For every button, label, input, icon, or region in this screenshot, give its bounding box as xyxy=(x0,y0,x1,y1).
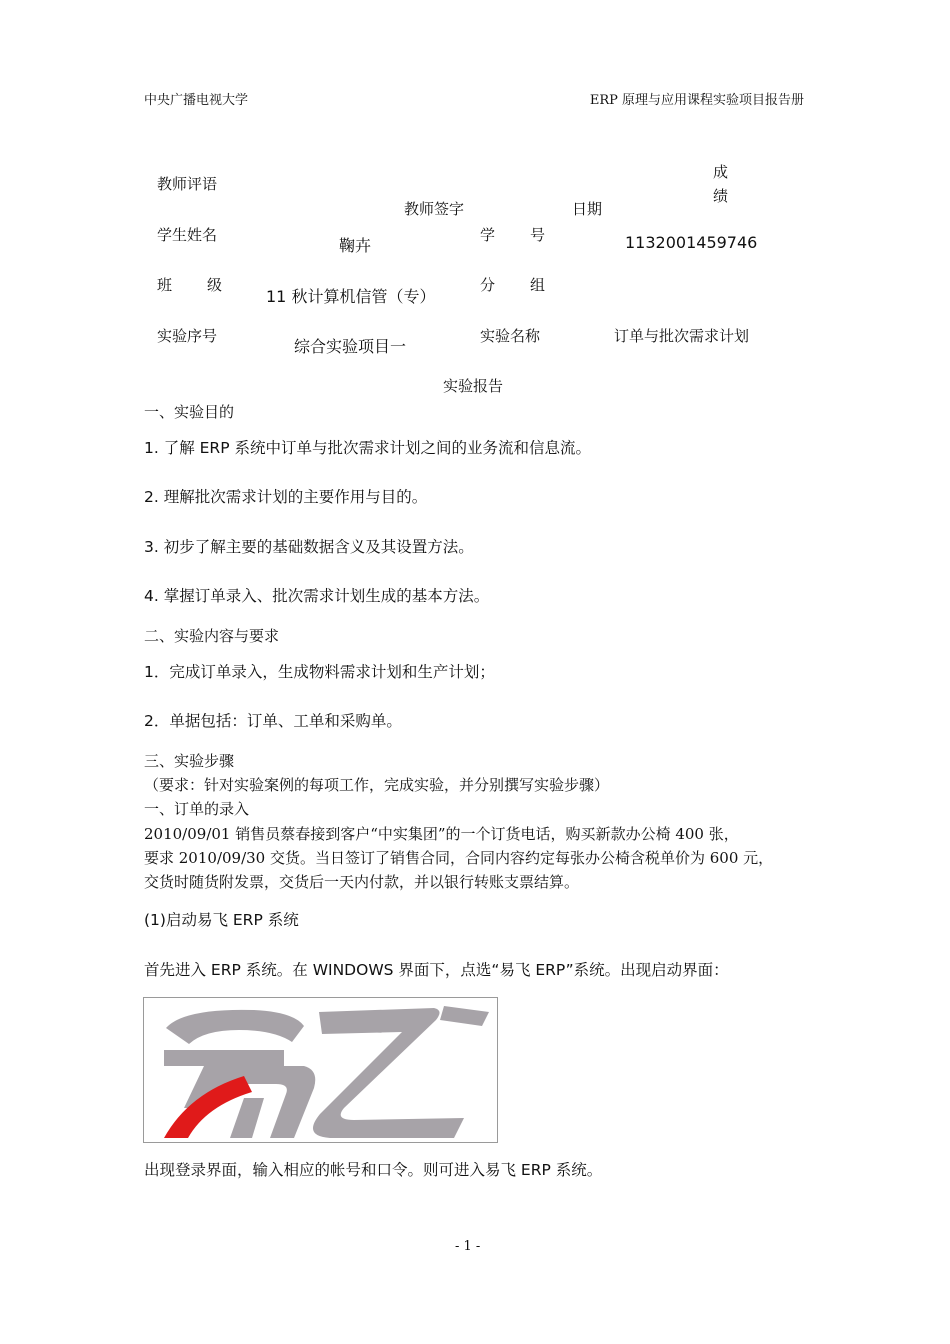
launch-text: 首先进入 ERP 系统。在 WINDOWS 界面下，点选“易飞 ERP”系统。出现启动界面： xyxy=(144,961,729,979)
step-order-entry: 一、订单的录入 xyxy=(144,800,250,818)
header-left: 中央广播电视大学 xyxy=(144,93,249,108)
exp-no-label: 实验序号 xyxy=(157,327,218,345)
objective-3: 3. 初步了解主要的基础数据含义及其设置方法。 xyxy=(144,538,474,556)
student-id-label-2: 号 xyxy=(530,226,546,244)
group-label-2: 组 xyxy=(530,276,546,294)
login-text: 出现登录界面，输入相应的帐号和口令。则可进入易飞 ERP 系统。 xyxy=(144,1161,603,1179)
sub-step-launch: (1)启动易飞 ERP 系统 xyxy=(144,911,299,929)
section-objectives: 一、实验目的 xyxy=(144,403,235,421)
class-label-1: 班 xyxy=(157,276,173,294)
exp-name-label: 实验名称 xyxy=(480,327,541,345)
report-title: 实验报告 xyxy=(443,377,504,395)
steps-note: （要求：针对实验案例的每项工作，完成实验，并分别撰写实验步骤） xyxy=(144,776,610,794)
yifei-logo-image xyxy=(143,997,498,1143)
exp-name: 订单与批次需求计划 xyxy=(614,327,750,345)
case-line-1: 2010/09/01 销售员蔡春接到客户“中实集团”的一个订货电话，购买新款办公椅 400 张， xyxy=(144,825,739,843)
student-id-label-1: 学 xyxy=(480,226,496,244)
requirement-1: 1．完成订单录入，生成物料需求计划和生产计划； xyxy=(144,663,495,681)
class-value: 11 秋计算机信管（专） xyxy=(266,287,436,306)
teacher-sign-label: 教师签字 xyxy=(404,200,465,218)
objective-4: 4. 掌握订单录入、批次需求计划生成的基本方法。 xyxy=(144,587,490,605)
grade-label-2: 绩 xyxy=(713,187,729,205)
grade-label-1: 成 xyxy=(713,163,729,181)
case-line-3: 交货时随货附发票，交货后一天内付款，并以银行转账支票结算。 xyxy=(144,873,580,891)
exp-no: 综合实验项目一 xyxy=(294,337,407,356)
student-name-label: 学生姓名 xyxy=(157,226,218,244)
section-steps: 三、实验步骤 xyxy=(144,752,235,770)
section-requirements: 二、实验内容与要求 xyxy=(144,627,280,645)
objective-2: 2. 理解批次需求计划的主要作用与目的。 xyxy=(144,488,428,506)
page-number: - 1 - xyxy=(455,1239,481,1254)
group-label-1: 分 xyxy=(480,276,496,294)
date-label: 日期 xyxy=(572,200,603,218)
student-id: 1132001459746 xyxy=(625,233,758,252)
yifei-logo-icon xyxy=(144,998,497,1142)
class-label-2: 级 xyxy=(207,276,223,294)
header-right: ERP 原理与应用课程实验项目报告册 xyxy=(589,93,804,108)
requirement-2: 2．单据包括：订单、工单和采购单。 xyxy=(144,712,402,730)
teacher-comment-label: 教师评语 xyxy=(157,175,218,193)
objective-1: 1. 了解 ERP 系统中订单与批次需求计划之间的业务流和信息流。 xyxy=(144,439,591,457)
student-name: 鞠卉 xyxy=(339,236,372,255)
case-line-2: 要求 2010/09/30 交货。当日签订了销售合同，合同内容约定每张办公椅含税单价为 600 元， xyxy=(144,849,774,867)
